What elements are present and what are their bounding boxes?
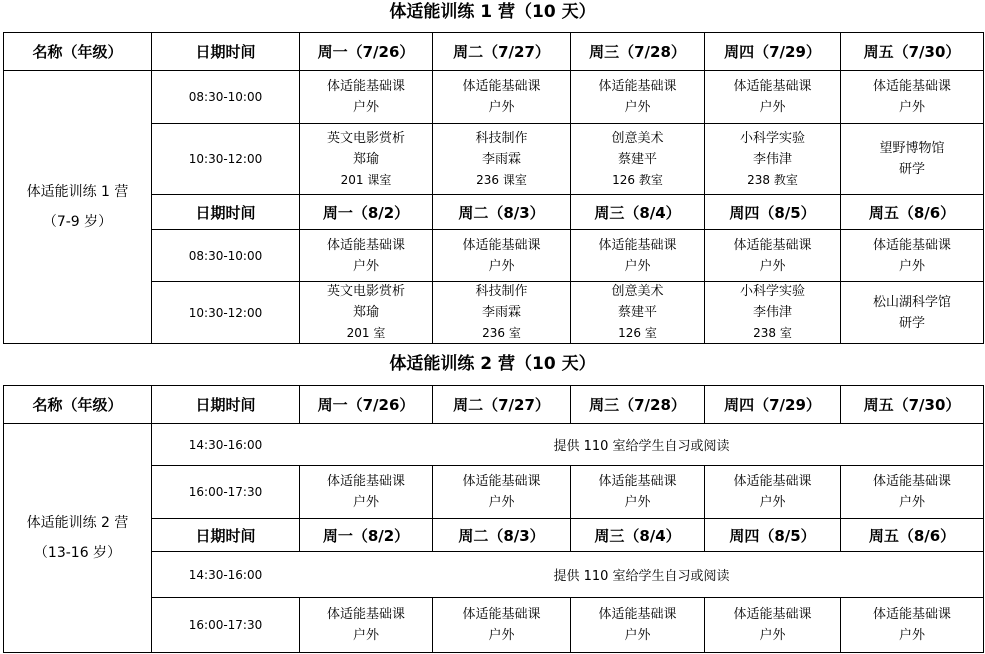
activity-cell — [705, 124, 840, 194]
camp-age: （7-9 岁） — [42, 214, 113, 230]
room-label: 201 室 — [346, 326, 386, 340]
activity-cell — [841, 598, 983, 652]
activity-name: 科技制作 — [475, 284, 528, 299]
grid-line — [3, 343, 152, 344]
activity-name: 体适能基础课 — [462, 607, 541, 622]
camp-title: 体适能训练 1 营（10 天） — [389, 2, 596, 22]
activity-cell — [433, 598, 570, 652]
column-header-time: 日期时间 — [195, 396, 256, 414]
location-label: 户外 — [898, 495, 925, 510]
location-label: 户外 — [759, 258, 786, 274]
activity-name: 体适能基础课 — [733, 607, 812, 622]
activity-name: 体适能基础课 — [326, 79, 405, 94]
time-slot: 14:30-16:00 — [188, 437, 263, 452]
activity-cell — [300, 230, 432, 281]
column-header-time: 日期时间 — [195, 43, 256, 61]
teacher-name: 郑瑜 — [352, 305, 379, 320]
day-header: 周一（7/26） — [317, 396, 415, 414]
activity-name: 体适能基础课 — [733, 79, 812, 94]
activity-name: 体适能基础课 — [733, 474, 812, 489]
day-header: 周四（7/29） — [724, 396, 821, 414]
day-header: 周五（7/30） — [863, 396, 961, 414]
camp-name: 体适能训练 1 营 — [26, 184, 129, 200]
time-slot: 10:30-12:00 — [188, 305, 263, 320]
activity-name: 望野博物馆 — [879, 141, 945, 156]
camp-name: 体适能训练 2 营 — [26, 515, 129, 531]
camp-name-cell — [4, 424, 151, 652]
room-label: 238 室 — [753, 326, 792, 340]
location-label: 户外 — [624, 495, 651, 510]
activity-name: 体适能基础课 — [598, 474, 677, 489]
activity-cell — [705, 282, 840, 343]
day-header: 周二（7/27） — [453, 43, 550, 61]
grid-line — [983, 385, 984, 653]
activity-cell — [841, 124, 983, 194]
camp-age: （13-16 岁） — [33, 545, 122, 561]
activity-name: 科技制作 — [475, 130, 528, 146]
activity-cell — [571, 282, 704, 343]
activity-name: 体适能基础课 — [462, 474, 541, 489]
time-slot: 16:00-17:30 — [188, 485, 263, 499]
location-label: 户外 — [759, 495, 786, 510]
week-header-time: 日期时间 — [195, 203, 256, 222]
activity-name: 体适能基础课 — [598, 237, 677, 253]
location-label: 研学 — [898, 162, 925, 177]
day-header: 周二（8/3） — [458, 526, 545, 545]
activity-cell — [705, 598, 840, 652]
activity-name: 体适能基础课 — [326, 237, 405, 253]
activity-cell — [841, 71, 983, 123]
location-label: 户外 — [759, 100, 786, 115]
activity-cell — [571, 124, 704, 194]
grid-line — [151, 343, 984, 344]
time-slot: 14:30-16:00 — [188, 567, 263, 582]
activity-cell — [841, 466, 983, 518]
merged-activity-cell: 提供 110 室给学生自习或阅读 — [553, 569, 730, 584]
activity-name: 小科学实验 — [739, 284, 805, 299]
activity-name: 松山湖科学馆 — [872, 294, 951, 310]
teacher-name: 郑瑜 — [352, 151, 379, 167]
activity-name: 创意美术 — [611, 284, 664, 299]
room-label: 126 教室 — [612, 172, 663, 187]
column-header-name: 名称（年级） — [32, 396, 123, 414]
activity-name: 体适能基础课 — [326, 474, 405, 489]
location-label: 户外 — [759, 628, 786, 643]
activity-cell — [705, 466, 840, 518]
location-label: 研学 — [898, 315, 925, 331]
location-label: 户外 — [352, 628, 379, 643]
day-header: 周二（8/3） — [458, 203, 545, 222]
time-slot: 08:30-10:00 — [188, 248, 263, 263]
location-label: 户外 — [488, 495, 515, 510]
teacher-name: 蔡建平 — [617, 151, 657, 167]
room-label: 238 教室 — [747, 172, 798, 187]
location-label: 户外 — [488, 258, 515, 274]
activity-name: 英文电影赏析 — [326, 130, 405, 146]
day-header: 周一（7/26） — [317, 43, 415, 61]
teacher-name: 李伟津 — [752, 151, 792, 167]
activity-cell — [300, 466, 432, 518]
activity-name: 体适能基础课 — [598, 607, 677, 622]
activity-cell — [433, 466, 570, 518]
activity-cell — [571, 71, 704, 123]
activity-cell — [571, 230, 704, 281]
camp-name-cell — [4, 71, 151, 343]
day-header: 周四（8/5） — [729, 526, 816, 545]
grid-line — [3, 652, 152, 653]
camp-title: 体适能训练 2 营（10 天） — [389, 354, 596, 374]
activity-cell — [571, 466, 704, 518]
activity-name: 体适能基础课 — [462, 79, 541, 94]
time-slot: 10:30-12:00 — [188, 152, 263, 166]
activity-cell — [841, 230, 983, 281]
location-label: 户外 — [352, 100, 379, 115]
location-label: 户外 — [898, 258, 925, 274]
day-header: 周五（7/30） — [863, 43, 961, 61]
activity-cell — [705, 230, 840, 281]
activity-cell — [300, 71, 432, 123]
room-label: 236 课室 — [476, 172, 527, 187]
activity-cell — [300, 282, 432, 343]
day-header: 周五（8/6） — [868, 526, 956, 545]
grid-line — [151, 652, 984, 653]
location-label: 户外 — [624, 258, 651, 274]
activity-cell — [433, 124, 570, 194]
activity-cell — [300, 598, 432, 652]
day-header: 周一（8/2） — [322, 526, 410, 545]
activity-name: 体适能基础课 — [872, 237, 951, 253]
merged-activity-cell: 提供 110 室给学生自习或阅读 — [553, 439, 730, 454]
activity-cell — [571, 598, 704, 652]
room-label: 126 室 — [618, 326, 657, 340]
activity-name: 体适能基础课 — [462, 237, 541, 253]
column-header-name: 名称（年级） — [32, 43, 123, 61]
location-label: 户外 — [488, 100, 515, 115]
day-header: 周四（7/29） — [724, 43, 821, 61]
activity-cell — [433, 282, 570, 343]
teacher-name: 李伟津 — [752, 305, 792, 320]
location-label: 户外 — [898, 628, 925, 643]
day-header: 周五（8/6） — [868, 203, 956, 222]
teacher-name: 李雨霖 — [481, 305, 521, 320]
activity-cell — [433, 71, 570, 123]
location-label: 户外 — [352, 495, 379, 510]
activity-name: 体适能基础课 — [872, 474, 951, 489]
room-label: 201 课室 — [340, 172, 392, 187]
activity-name: 体适能基础课 — [326, 607, 405, 622]
activity-cell — [841, 282, 983, 343]
day-header: 周三（8/4） — [594, 526, 681, 545]
location-label: 户外 — [352, 258, 379, 274]
activity-name: 小科学实验 — [739, 130, 805, 146]
day-header: 周三（7/28） — [589, 43, 686, 61]
location-label: 户外 — [898, 100, 925, 115]
teacher-name: 蔡建平 — [617, 305, 657, 320]
week-header-time: 日期时间 — [195, 526, 256, 545]
activity-name: 体适能基础课 — [598, 79, 677, 94]
activity-name: 体适能基础课 — [733, 237, 812, 253]
day-header: 周四（8/5） — [729, 203, 816, 222]
day-header: 周二（7/27） — [453, 396, 550, 414]
room-label: 236 室 — [482, 326, 521, 340]
teacher-name: 李雨霖 — [481, 151, 521, 167]
activity-name: 体适能基础课 — [872, 607, 951, 622]
activity-cell — [433, 230, 570, 281]
activity-name: 创意美术 — [611, 130, 664, 146]
activity-name: 体适能基础课 — [872, 79, 951, 94]
day-header: 周三（8/4） — [594, 203, 681, 222]
grid-line — [983, 32, 984, 344]
day-header: 周三（7/28） — [589, 396, 686, 414]
activity-cell — [300, 124, 432, 194]
day-header: 周一（8/2） — [322, 203, 410, 222]
location-label: 户外 — [488, 628, 515, 643]
time-slot: 16:00-17:30 — [188, 618, 263, 632]
time-slot: 08:30-10:00 — [188, 90, 263, 104]
location-label: 户外 — [624, 100, 651, 115]
activity-name: 英文电影赏析 — [326, 284, 405, 299]
activity-cell — [705, 71, 840, 123]
location-label: 户外 — [624, 628, 651, 643]
